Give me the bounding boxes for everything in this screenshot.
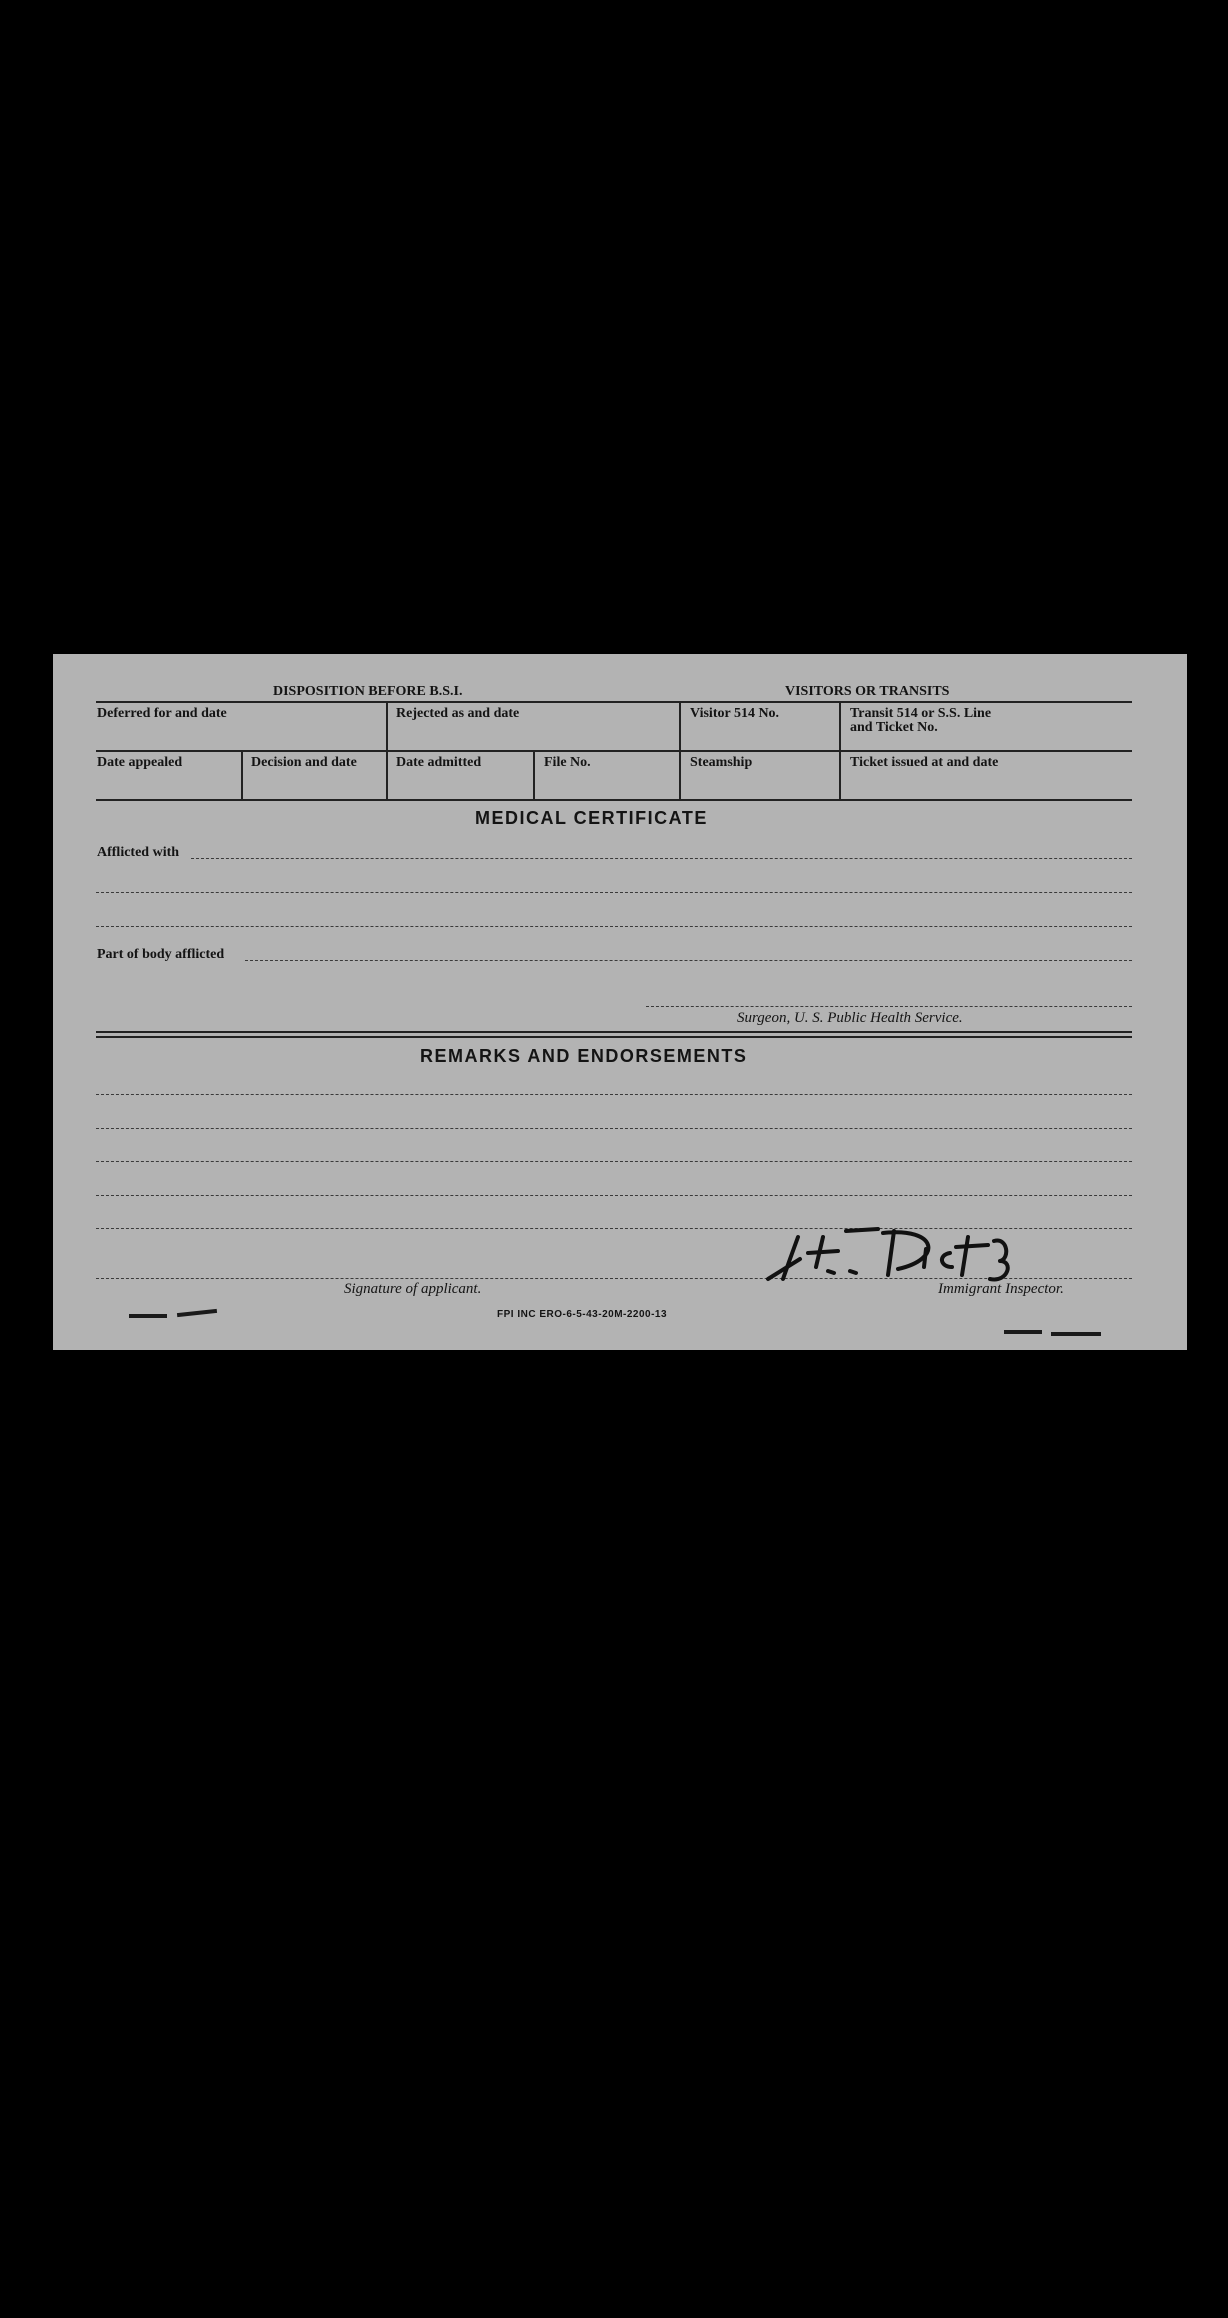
part-of-body-line (245, 960, 1132, 961)
divider-col-2b (533, 750, 535, 799)
visitors-header: VISITORS OR TRANSITS (785, 684, 950, 699)
disposition-header: DISPOSITION BEFORE B.S.I. (273, 684, 463, 699)
remarks-line-1 (96, 1094, 1132, 1095)
applicant-signature-caption: Signature of applicant. (344, 1281, 482, 1297)
part-of-body-label: Part of body afflicted (97, 947, 225, 962)
rejected-label: Rejected as and date (396, 706, 520, 721)
ticket-issued-label: Ticket issued at and date (850, 755, 999, 770)
inspector-caption: Immigrant Inspector. (938, 1281, 1064, 1297)
transit-label-line2: and Ticket No. (850, 720, 938, 735)
edge-mark-right-2 (1051, 1332, 1101, 1336)
immigration-card (53, 654, 1187, 1350)
medical-line-2 (96, 892, 1132, 893)
table-top-rule (96, 701, 1132, 703)
section-rule-bottom (96, 1036, 1132, 1038)
remarks-line-3 (96, 1161, 1132, 1162)
handwritten-signature-icon (738, 1219, 1078, 1289)
visitor-label: Visitor 514 No. (690, 706, 780, 721)
steamship-label: Steamship (690, 755, 753, 770)
deferred-label: Deferred for and date (97, 706, 227, 721)
remarks-title: REMARKS AND ENDORSEMENTS (420, 1046, 748, 1066)
edge-mark-left (129, 1314, 167, 1318)
medical-certificate-title: MEDICAL CERTIFICATE (475, 808, 708, 828)
divider-col-2 (386, 701, 388, 799)
date-appealed-label: Date appealed (97, 755, 183, 770)
table-bottom-rule (96, 799, 1132, 801)
surgeon-signature-line (646, 1006, 1132, 1007)
form-footer-code: FPI INC ERO-6-5-43-20M-2200-13 (497, 1309, 668, 1320)
transit-label-line1: Transit 514 or S.S. Line (850, 706, 992, 721)
decision-label: Decision and date (251, 755, 357, 770)
afflicted-label: Afflicted with (97, 845, 180, 860)
divider-col-4 (839, 701, 841, 799)
surgeon-caption: Surgeon, U. S. Public Health Service. (737, 1010, 963, 1026)
edge-mark-left-2 (177, 1309, 217, 1317)
table-mid-rule (96, 750, 1132, 752)
edge-mark-right (1004, 1330, 1042, 1334)
file-no-label: File No. (544, 755, 591, 770)
divider-col-1b (241, 750, 243, 799)
date-admitted-label: Date admitted (396, 755, 482, 770)
divider-col-3 (679, 701, 681, 799)
medical-line-3 (96, 926, 1132, 927)
afflicted-line (191, 858, 1132, 859)
section-rule-top (96, 1031, 1132, 1033)
remarks-line-4 (96, 1195, 1132, 1196)
remarks-line-2 (96, 1128, 1132, 1129)
